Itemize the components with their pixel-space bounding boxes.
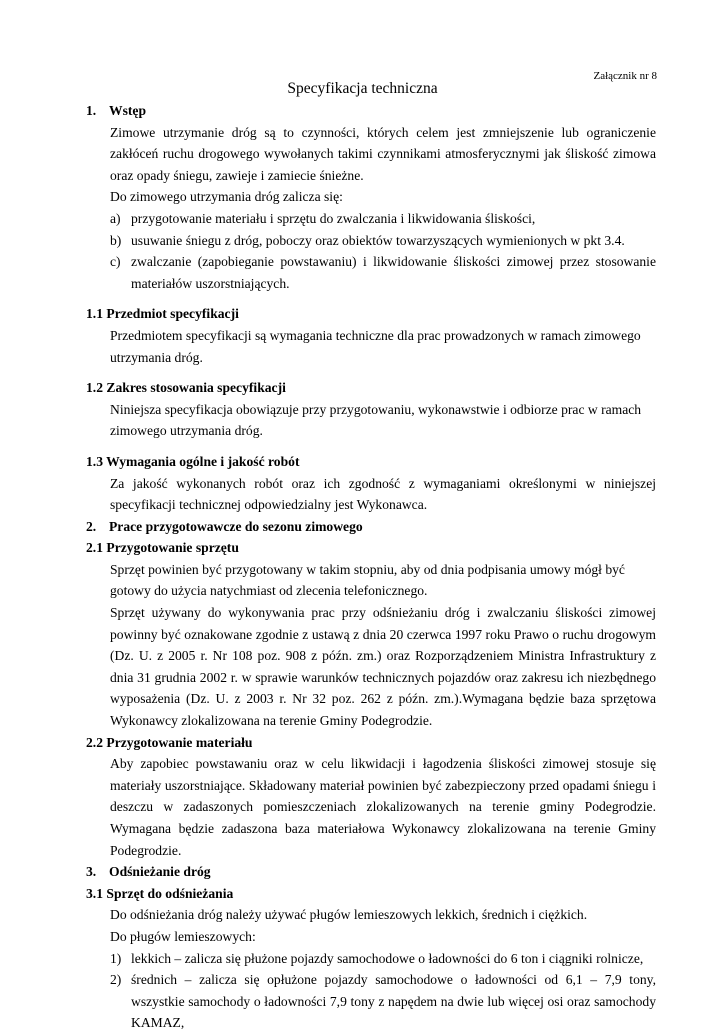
section-2-2-heading: 2.2 Przygotowanie materiału [86,734,253,750]
document-title: Specyfikacja techniczna [287,80,438,97]
list-text: lekkich – zalicza się płużone pojazdy samochodowe o ładowności do 6 ton i ciągniki rolnicze, [131,950,644,966]
section-2-1-heading: 2.1 Przygotowanie sprzętu [86,540,239,556]
list-text: zwalczanie (zapobieganie powstawaniu) i likwidowanie śliskości zimowej przez stosowanie materiałów uszorstniających. [131,254,656,291]
list-marker: a) [110,210,121,226]
section-2-2-paragraph: Aby zapobiec powstawaniu oraz w celu likwidacji i łagodzenia śliskości zimowej stosuje się materiały uszorstniające. Składowany materiał powinien być zabezpieczony przed opadami śniegu i deszczu w zadaszonych pomieszczeniach zlokalizowanych na terenie gminy Podegrodzie. Wymagana będzie zadaszona baza materiałowa Wykonawcy zlokalizowana na terenie Gminy Podegrodzie. [110,756,656,858]
list-item-2 [86,969,656,1034]
section-2-1-paragraph-2: Sprzęt używany do wykonywania prac przy odśnieżaniu dróg i zwalczaniu śliskości zimowej powinny być oznakowane zgodnie z ustawą z dnia 20 czerwca 1997 roku Prawo o ruchu drogowym (Dz. U. z 2005 r. Nr 108 poz. 908 z późn. zm.) oraz Rozporządzeniem Ministra Infrastruktury z dnia 31 grudnia 2002 r. w sprawie warunków technicznych pojazdów oraz zakresu ich niezbędnego wyposażenia (Dz. U. z 2003 r. Nr 32 poz. 262 z późn. zm.).Wymagana będzie baza sprzętowa Wykonawcy zlokalizowana na terenie Gminy Podegrodzie. [110,605,656,729]
section-1-3-paragraph: Za jakość wykonanych robót oraz ich zgodność z wymaganiami określonymi w niniejszej specyfikacji technicznej odpowiedzialny jest Wykonawca. [110,475,656,513]
section-2-title: Prace przygotowawcze do sezonu zimowego [109,518,363,534]
section-3-1-paragraph-2: Do pługów lemieszowych: [110,928,256,944]
section-3-number: 3. [86,864,97,880]
list-item-c [86,251,656,294]
section-2-number: 2. [86,518,97,534]
annex-label: Załącznik nr 8 [593,70,657,82]
document-body [86,100,656,1034]
section-3-title: Odśnieżanie dróg [109,864,211,880]
section-3-1-heading: 3.1 Sprzęt do odśnieżania [86,885,234,901]
list-marker: b) [110,232,122,248]
section-2-heading [86,516,656,538]
list-item-b [86,230,656,252]
list-marker: 2) [110,972,122,988]
section-1-title: Wstęp [109,103,147,118]
section-1-1-heading: 1.1 Przedmiot specyfikacji [86,306,239,322]
section-1-paragraph: Zimowe utrzymanie dróg są to czynności, których celem jest zmniejszenie lub ograniczenie zakłóceń ruchu drogowego wywołanych takimi czynnikami atmosferycznymi jak śliskość zimowa oraz opady śniegu, zawieje i zamiecie śnieżne. [110,124,656,183]
section-1-2-heading: 1.2 Zakres stosowania specyfikacji [86,380,286,396]
list-item-a [86,208,656,230]
section-3-heading [86,861,656,883]
list-item-1 [86,948,656,970]
list-marker: 1) [110,950,122,966]
list-text: przygotowanie materiału i sprzętu do zwalczania i likwidowania śliskości, [131,210,536,226]
section-1-intro: Do zimowego utrzymania dróg zalicza się: [110,189,343,205]
section-1-3-heading: 1.3 Wymagania ogólne i jakość robót [86,453,300,469]
section-1-2-paragraph: Niniejsza specyfikacja obowiązuje przy przygotowaniu, wykonawstwie i odbiorze prac w ramach zimowego utrzymania dróg. [110,401,642,439]
section-1-heading [86,100,656,122]
section-3-1-paragraph-1: Do odśnieżania dróg należy używać pługów lemieszowych lekkich, średnich i ciężkich. [110,907,588,923]
list-text: średnich – zalicza się opłużone pojazdy samochodowe o ładowności od 6,1 – 7,9 tony, wszystkie samochody o ładowności 7,9 tony z napędem na dwie lub więcej osi oraz samochody KAMAZ, [131,972,656,1031]
list-marker: c) [110,254,121,270]
section-2-1-paragraph-1: Sprzęt powinien być przygotowany w takim stopniu, aby od dnia podpisania umowy mógł być gotowy do użycia natychmiast od zlecenia telefonicznego. [110,561,625,599]
section-1-1-paragraph: Przedmiotem specyfikacji są wymagania techniczne dla prac prowadzonych w ramach zimowego utrzymania dróg. [110,327,641,365]
list-text: usuwanie śniegu z dróg, poboczy oraz obiektów towarzyszących wymienionych w pkt 3.4. [131,232,625,248]
section-1-number: 1. [86,103,97,118]
